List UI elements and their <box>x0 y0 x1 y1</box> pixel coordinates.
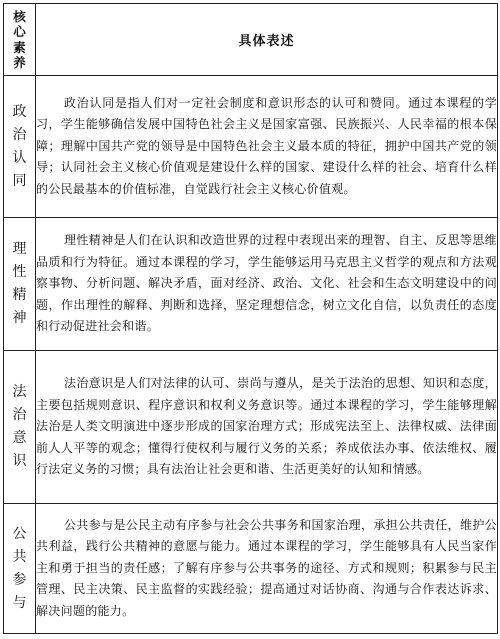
label-char: 与 <box>12 594 27 611</box>
row-description: 公共参与是公民主动有序参与社会公共事务和国家治理，承担公共责任，维护公共利益，践行公共精神的意愿与能力。通过本课程的学习，学生能够具有人民当家作主和勇于担当的责任感；了解有序参与公共事务的途径、方式和规则；积累参与民主管理、民主决策、民主监督的实践经验；提高通过对话协商、沟通与合作表达诉求、解决问题的能力。 <box>36 504 498 634</box>
table-row <box>4 76 498 218</box>
header-char: 核 <box>13 8 26 24</box>
label-char: 同 <box>12 172 27 189</box>
label-char: 精 <box>12 287 27 303</box>
label-char: 政 <box>12 103 27 120</box>
row-label-political-identity <box>4 76 36 218</box>
table-row <box>4 218 498 351</box>
header-char: 素 <box>13 39 26 55</box>
label-char: 性 <box>12 264 27 280</box>
row-description: 法治意识是人们对法律的认可、崇尚与遵从，是关于法治的思想、知识和态度，主要包括规则意识、程序意识和权利义务意识等。通过本课程的学习，学生能够理解法治是人类文明演进中逐步形成的国家治理方式；形成宪法至上、法律权威、法律面前人人平等的观念；懂得行使权利与履行义务的关系；养成依法办事、依法维权、履行法定义务的习惯；具有法治让社会更和谐、生活更美好的认知和情感。 <box>36 351 498 504</box>
label-char: 参 <box>12 571 27 588</box>
label-char: 认 <box>12 149 27 166</box>
label-char: 治 <box>12 407 27 423</box>
header-cell-core-literacy <box>4 4 36 76</box>
table-row <box>4 351 498 504</box>
label-char: 神 <box>12 310 27 326</box>
label-char: 治 <box>12 126 27 143</box>
label-char: 识 <box>12 453 27 469</box>
row-description: 理性精神是人们在认识和改造世界的过程中表现出来的理智、自主、反思等思维品质和行为特征。通过本课程的学习，学生能够运用马克思主义哲学的观点和方法观察事物、分析问题、解决矛盾，面对经济、政治、文化、社会和生态文明建设中的问题，作出理性的解释、判断和选择，坚定理想信念，树立文化自信，以负责任的态度和行动促进社会和谐。 <box>36 218 498 351</box>
row-label-public-participation <box>4 504 36 634</box>
header-cell-description: 具体表述 <box>36 4 498 76</box>
row-label-rule-of-law-awareness <box>4 351 36 504</box>
table-header-row <box>4 4 498 76</box>
row-label-rational-spirit <box>4 218 36 351</box>
table-row <box>4 504 498 634</box>
label-char: 法 <box>12 384 27 400</box>
label-char: 共 <box>12 548 27 565</box>
label-char: 公 <box>12 525 27 542</box>
header-char: 养 <box>13 55 26 70</box>
header-char: 心 <box>13 24 26 39</box>
label-char: 理 <box>12 241 27 257</box>
label-char: 意 <box>12 430 27 446</box>
core-literacy-table <box>3 3 498 634</box>
row-description: 政治认同是指人们对一定社会制度和意识形态的认可和赞同。通过本课程的学习，学生能够确信发展中国特色社会主义是国家富强、民族振兴、人民幸福的根本保障；理解中国共产党的领导是中国特色社会主义最本质的特征，拥护中国共产党的领导；认同社会主义核心价值观是建设什么样的国家、建设什么样的社会、培育什么样的公民最基本的价值标准，自觉践行社会主义核心价值观。 <box>36 76 498 218</box>
